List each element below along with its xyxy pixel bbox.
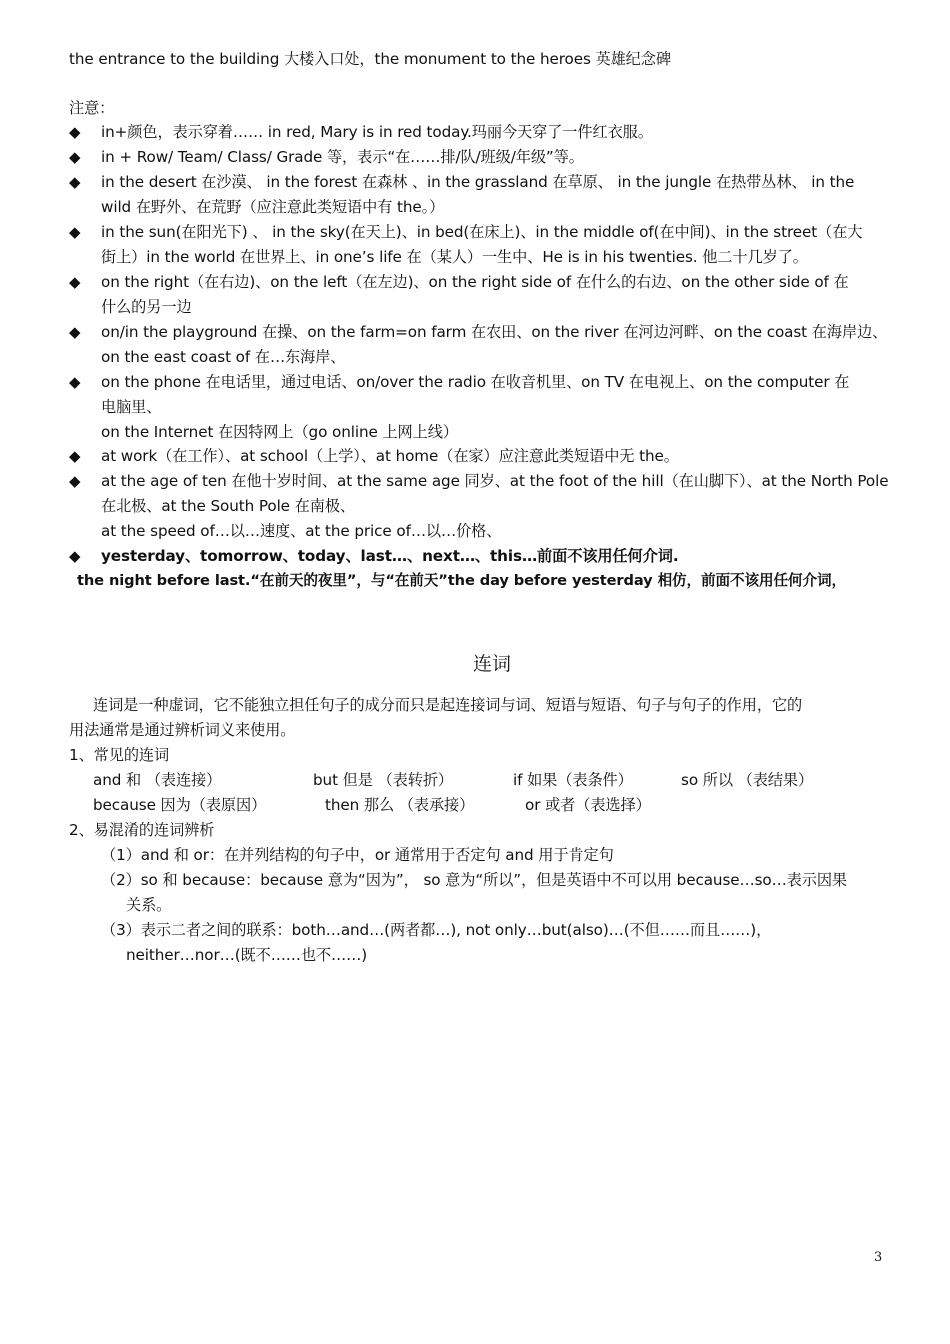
- note-item-2: in + Row/ Team/ Class/ Grade 等，表示“在……排/队/班级/年级”等。: [101, 148, 584, 166]
- intro-paragraph-line-1: 连词是一种虚词，它不能独立担任句子的成分而只是起连接词与词、短语与短语、句子与句子的作用，它的: [93, 696, 803, 714]
- confusing-conjunctions-heading: 2、易混淆的连词辨析: [69, 821, 215, 839]
- conj-because: because 因为（表原因）: [93, 796, 267, 814]
- confusing-item-2-cont: 关系。: [126, 896, 172, 914]
- note-item-3: in the desert 在沙漠、 in the forest 在森林 、in the grassland 在草原、 in the jungle 在热带丛林、 in the: [101, 173, 855, 191]
- note-item-3-cont: wild 在野外、在荒野（应注意此类短语中有 the。）: [101, 198, 445, 216]
- note-item-1: in+颜色，表示穿着…… in red, Mary is in red today.玛丽今天穿了一件红衣服。: [101, 123, 653, 141]
- bullet-icon: ◆: [69, 547, 81, 565]
- note-item-9: at the age of ten 在他十岁时间、at the same age 同岁、at the foot of the hill（在山脚下）、at the North Pole: [101, 472, 889, 490]
- note-item-6: on/in the playground 在操、on the farm=on farm 在农田、on the river 在河边河畔、on the coast 在海岸边、: [101, 323, 888, 341]
- page-number: 3: [874, 1250, 883, 1265]
- bullet-icon: ◆: [69, 323, 81, 341]
- conj-or: or 或者（表选择）: [525, 796, 651, 814]
- bullet-icon: ◆: [69, 123, 81, 141]
- conj-if: if 如果（表条件）: [513, 771, 633, 789]
- confusing-item-3: （3）表示二者之间的联系：both…and…(两者都…), not only…but(also)…(不但……而且……)，: [101, 921, 772, 939]
- note-item-8: at work（在工作）、at school（上学）、at home（在家）应注意此类短语中无 the。: [101, 447, 679, 465]
- conj-so: so 所以 （表结果）: [681, 771, 814, 789]
- bullet-icon: ◆: [69, 373, 81, 391]
- bullet-icon: ◆: [69, 273, 81, 291]
- night-before-last-line: the night before last.“在前天的夜里”，与“在前天”the day before yesterday 相仿，前面不该用任何介词，: [77, 572, 846, 589]
- note-item-9-cont2: at the speed of…以…速度、at the price of…以…价格、: [101, 522, 502, 540]
- note-item-6-cont: on the east coast of 在…东海岸、: [101, 348, 346, 366]
- conj-and: and 和 （表连接）: [93, 771, 222, 789]
- conj-then: then 那么 （表承接）: [325, 796, 475, 814]
- bullet-icon: ◆: [69, 472, 81, 490]
- note-item-7-cont2: on the Internet 在因特网上（go online 上网上线）: [101, 423, 458, 441]
- bullet-icon: ◆: [69, 173, 81, 191]
- intro-paragraph-line-2: 用法通常是通过辨析词义来使用。: [69, 721, 296, 739]
- note-label: 注意：: [69, 99, 115, 117]
- confusing-item-1: （1）and 和 or：在并列结构的句子中，or 通常用于否定句 and 用于肯定句: [101, 846, 614, 864]
- note-item-5: on the right（在右边)、on the left（在左边)、on the right side of 在什么的右边、on the other side of 在: [101, 273, 849, 291]
- note-item-7-cont: 电脑里、: [101, 398, 162, 416]
- bullet-icon: ◆: [69, 223, 81, 241]
- note-item-9-cont: 在北极、at the South Pole 在南极、: [101, 497, 356, 515]
- conj-but: but 但是 （表转折）: [313, 771, 453, 789]
- note-item-10: yesterday、tomorrow、today、last…、next…、this…前面不该用任何介词.: [101, 547, 679, 565]
- note-item-5-cont: 什么的另一边: [101, 298, 192, 316]
- confusing-item-3-cont: neither…nor…(既不……也不……): [126, 946, 368, 964]
- bullet-icon: ◆: [69, 148, 81, 166]
- confusing-item-2: （2）so 和 because：because 意为“因为”， so 意为“所以”，但是英语中不可以用 because…so…表示因果: [101, 871, 848, 889]
- note-item-4-cont: 街上）in the world 在世界上、in one’s life 在（某人）一生中、He is in his twenties. 他二十几岁了。: [101, 248, 808, 266]
- intro-line: the entrance to the building 大楼入口处，the monument to the heroes 英雄纪念碑: [69, 50, 671, 68]
- note-item-4: in the sun(在阳光下) 、 in the sky(在天上)、in bed(在床上)、in the middle of(在中间)、in the street（在大: [101, 223, 863, 241]
- bullet-icon: ◆: [69, 447, 81, 465]
- section-title: 连词: [472, 653, 511, 675]
- note-item-7: on the phone 在电话里，通过电话、on/over the radio 在收音机里、on TV 在电视上、on the computer 在: [101, 373, 850, 391]
- common-conjunctions-heading: 1、常见的连词: [69, 746, 170, 764]
